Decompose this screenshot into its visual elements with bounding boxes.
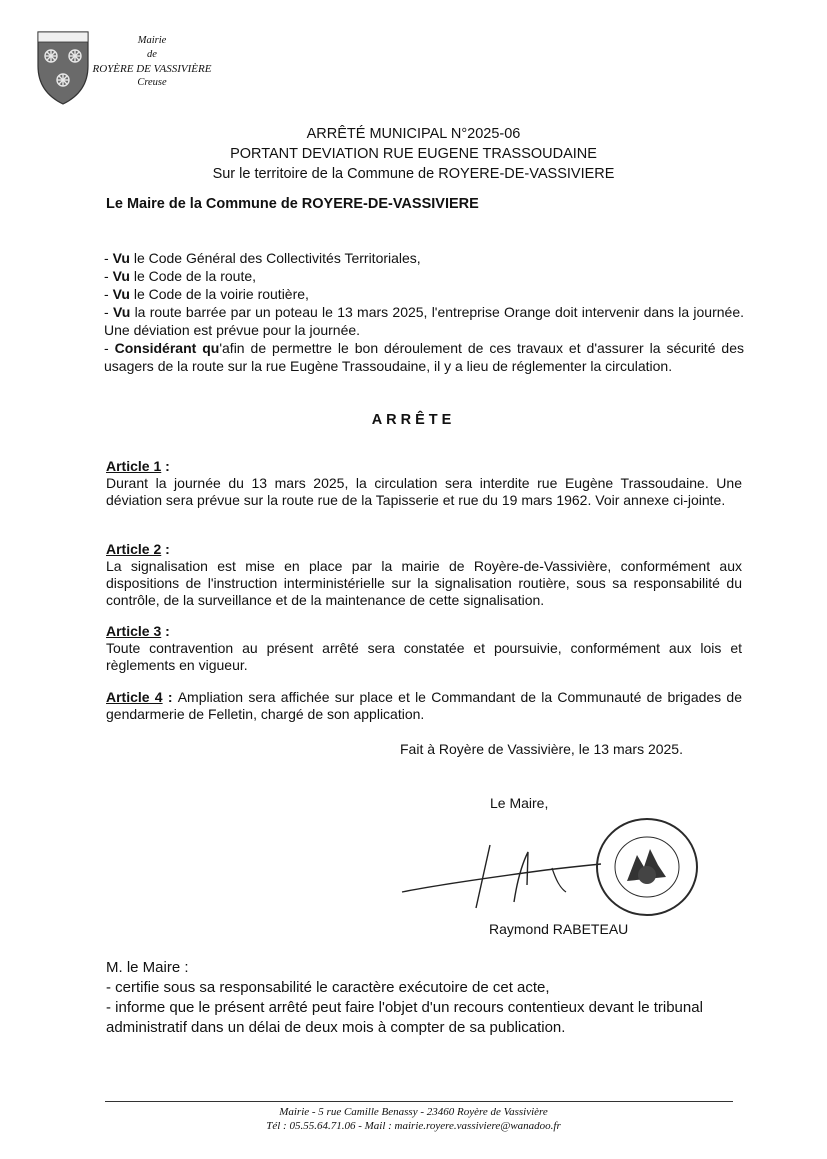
signature xyxy=(396,830,606,925)
footer-contact: Tél : 05.55.64.71.06 - Mail : mairie.royere.vassiviere@wanadoo.fr xyxy=(266,1120,561,1132)
header-organization xyxy=(92,34,212,90)
preamble xyxy=(104,249,744,375)
decision-heading: ARRÊTE xyxy=(371,412,456,428)
preamble-item: - Vu le Code de la voirie routière, xyxy=(104,286,309,302)
stamp-icon xyxy=(592,815,702,919)
preamble-item: - Vu le Code Général des Collectivités Territoriales, xyxy=(104,250,421,266)
preamble-item: - Considérant qu'afin de permettre le bon déroulement de ces travaux et d'assurer la sécurité des usagers de la route sur la rue Eugène Trassoudaine, il y a lieu de réglementer la circulation. xyxy=(104,340,744,374)
issuer-heading: Le Maire de la Commune de ROYERE-DE-VASSIVIERE xyxy=(106,196,479,212)
title-line-3: Sur le territoire de la Commune de ROYERE-DE-VASSIVIERE xyxy=(212,166,615,182)
article-text: La signalisation est mise en place par la mairie de Royère-de-Vassivière, conformément aux dispositions de l'instruction interministérielle sur la signalisation routière, sous sa responsabilité du contrôle, de la surveillance et de la maintenance de cette signalisation. xyxy=(106,558,742,608)
article-4: Article 4 : Ampliation sera affichée sur place et le Commandant de la Communauté de brigades de gendarmerie de Felletin, chargé de son application. xyxy=(106,689,742,722)
mayor-mention xyxy=(106,958,746,1038)
title-line-2: PORTANT DEVIATION RUE EUGENE TRASSOUDAINE xyxy=(230,146,597,162)
org-line-1: Mairie xyxy=(137,35,167,46)
article-heading: Article 2 xyxy=(106,541,162,557)
article-heading: Article 3 xyxy=(106,623,162,639)
org-line-2: de xyxy=(147,49,157,60)
preamble-item: - Vu la route barrée par un poteau le 13 mars 2025, l'entreprise Orange doit intervenir dans la journée. Une déviation est prévue pour la journée. xyxy=(104,304,745,338)
coat-of-arms-icon xyxy=(34,28,92,108)
commune-logo xyxy=(34,28,92,108)
mention-line-1: - certifie sous sa responsabilité le caractère exécutoire de cet acte, xyxy=(106,979,550,996)
signatory-role: Le Maire, xyxy=(490,795,549,811)
org-line-3: ROYÈRE DE VASSIVIÈRE xyxy=(92,63,212,75)
preamble-item: - Vu le Code de la route, xyxy=(104,268,257,284)
footer-divider xyxy=(105,1101,733,1102)
title-line-1: ARRÊTÉ MUNICIPAL N°2025-06 xyxy=(306,126,521,142)
official-stamp xyxy=(592,815,702,919)
place-date: Fait à Royère de Vassivière, le 13 mars 2025. xyxy=(400,741,683,757)
article-text: Toute contravention au présent arrêté sera constatée et poursuivie, conformément aux lois et règlements en vigueur. xyxy=(106,640,742,673)
signatory-name: Raymond RABETEAU xyxy=(489,921,629,937)
org-line-4: Creuse xyxy=(137,77,167,88)
article-heading: Article 1 xyxy=(106,458,162,474)
article-heading: Article 4 xyxy=(106,689,163,705)
article-text: Ampliation sera affichée sur place et le Commandant de la Communauté de brigades de gendarmerie de Felletin, chargé de son application. xyxy=(106,689,742,722)
footer-address: Mairie - 5 rue Camille Benassy - 23460 Royère de Vassivière xyxy=(279,1106,548,1118)
article-text: Durant la journée du 13 mars 2025, la circulation sera interdite rue Eugène Trassoudaine. Une déviation sera prévue sur la route rue de la Tapisserie et rue du 19 mars 1962. Voir annexe ci-jointe. xyxy=(106,475,742,508)
article-3: Article 3 : Toute contravention au présent arrêté sera constatée et poursuivie, conformément aux lois et règlements en vigueur. xyxy=(106,623,742,673)
mention-title: M. le Maire : xyxy=(106,959,189,976)
mention-line-2: - informe que le présent arrêté peut faire l'objet d'un recours contentieux devant le tribunal administratif dans un délai de deux mois à compter de sa publication. xyxy=(106,999,703,1036)
article-2: Article 2 : La signalisation est mise en place par la mairie de Royère-de-Vassivière, conformément aux dispositions de l'instruction interministérielle sur la signalisation routière, sous sa responsabilité du contrôle, de la surveillance et de la maintenance de cette signalisation. xyxy=(106,541,742,608)
article-1: Article 1 : Durant la journée du 13 mars 2025, la circulation sera interdite rue Eugène Trassoudaine. Une déviation sera prévue sur la route rue de la Tapisserie et rue du 19 mars 1962. Voir annexe ci-jointe. xyxy=(106,458,742,508)
signature-icon xyxy=(396,830,606,925)
